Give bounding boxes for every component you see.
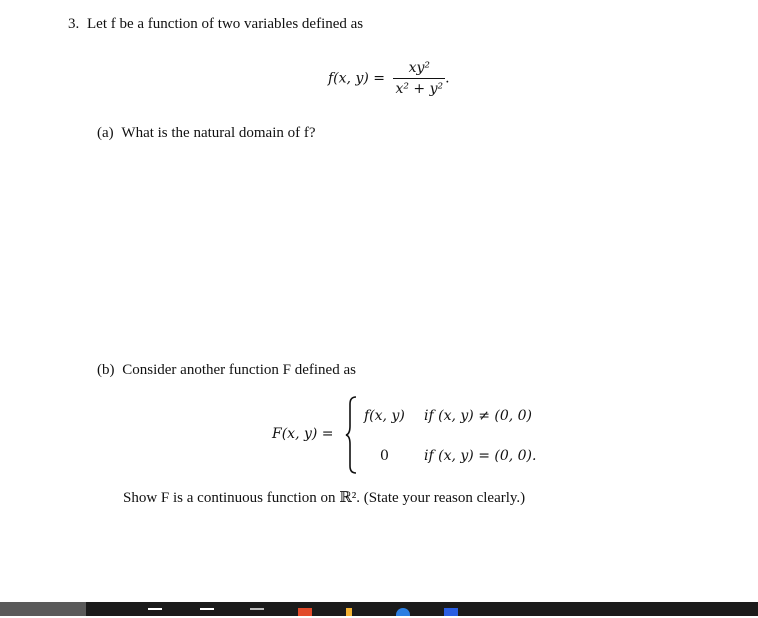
taskbar-start-area[interactable]: [0, 602, 86, 616]
fraction-numerator: xy²: [393, 58, 445, 79]
case1-value: f(x, y): [364, 408, 405, 424]
part-a-question: What is the natural domain of f?: [121, 125, 316, 141]
case2-condition: if (x, y) = (0, 0).: [424, 448, 537, 464]
app-icon-2[interactable]: [200, 608, 214, 618]
part-a-label: (a): [97, 125, 114, 141]
fraction-denominator: x² + y²: [395, 81, 444, 97]
problem-intro: Let f be a function of two variables defined as: [87, 16, 364, 32]
app-icon-3[interactable]: [250, 608, 264, 618]
definition-lhs: f(x, y) =: [328, 70, 385, 87]
definition-period: .: [445, 70, 450, 87]
piecewise-lhs: F(x, y) =: [272, 426, 334, 442]
part-b-label: (b): [97, 362, 115, 378]
app-icon-6[interactable]: [396, 608, 410, 616]
part-b-intro: Consider another function F defined as: [122, 362, 356, 378]
part-b-task: Show F is a continuous function on ℝ². (State your reason clearly.): [123, 490, 526, 506]
part-a: [97, 125, 316, 142]
app-icon-4[interactable]: [298, 608, 312, 616]
part-b: [97, 362, 356, 379]
definition-fraction: [393, 58, 445, 99]
left-brace-icon: [345, 396, 357, 474]
app-icon-5[interactable]: [346, 608, 352, 616]
taskbar: [0, 602, 758, 616]
problem-number: 3.: [68, 16, 80, 32]
app-icon-1[interactable]: [148, 608, 162, 618]
case1-condition: if (x, y) ≠ (0, 0): [424, 408, 533, 424]
case2-value: 0: [380, 448, 389, 464]
definition-equation: [328, 58, 450, 99]
app-icon-7[interactable]: [444, 608, 458, 616]
problem-heading: [68, 16, 363, 33]
